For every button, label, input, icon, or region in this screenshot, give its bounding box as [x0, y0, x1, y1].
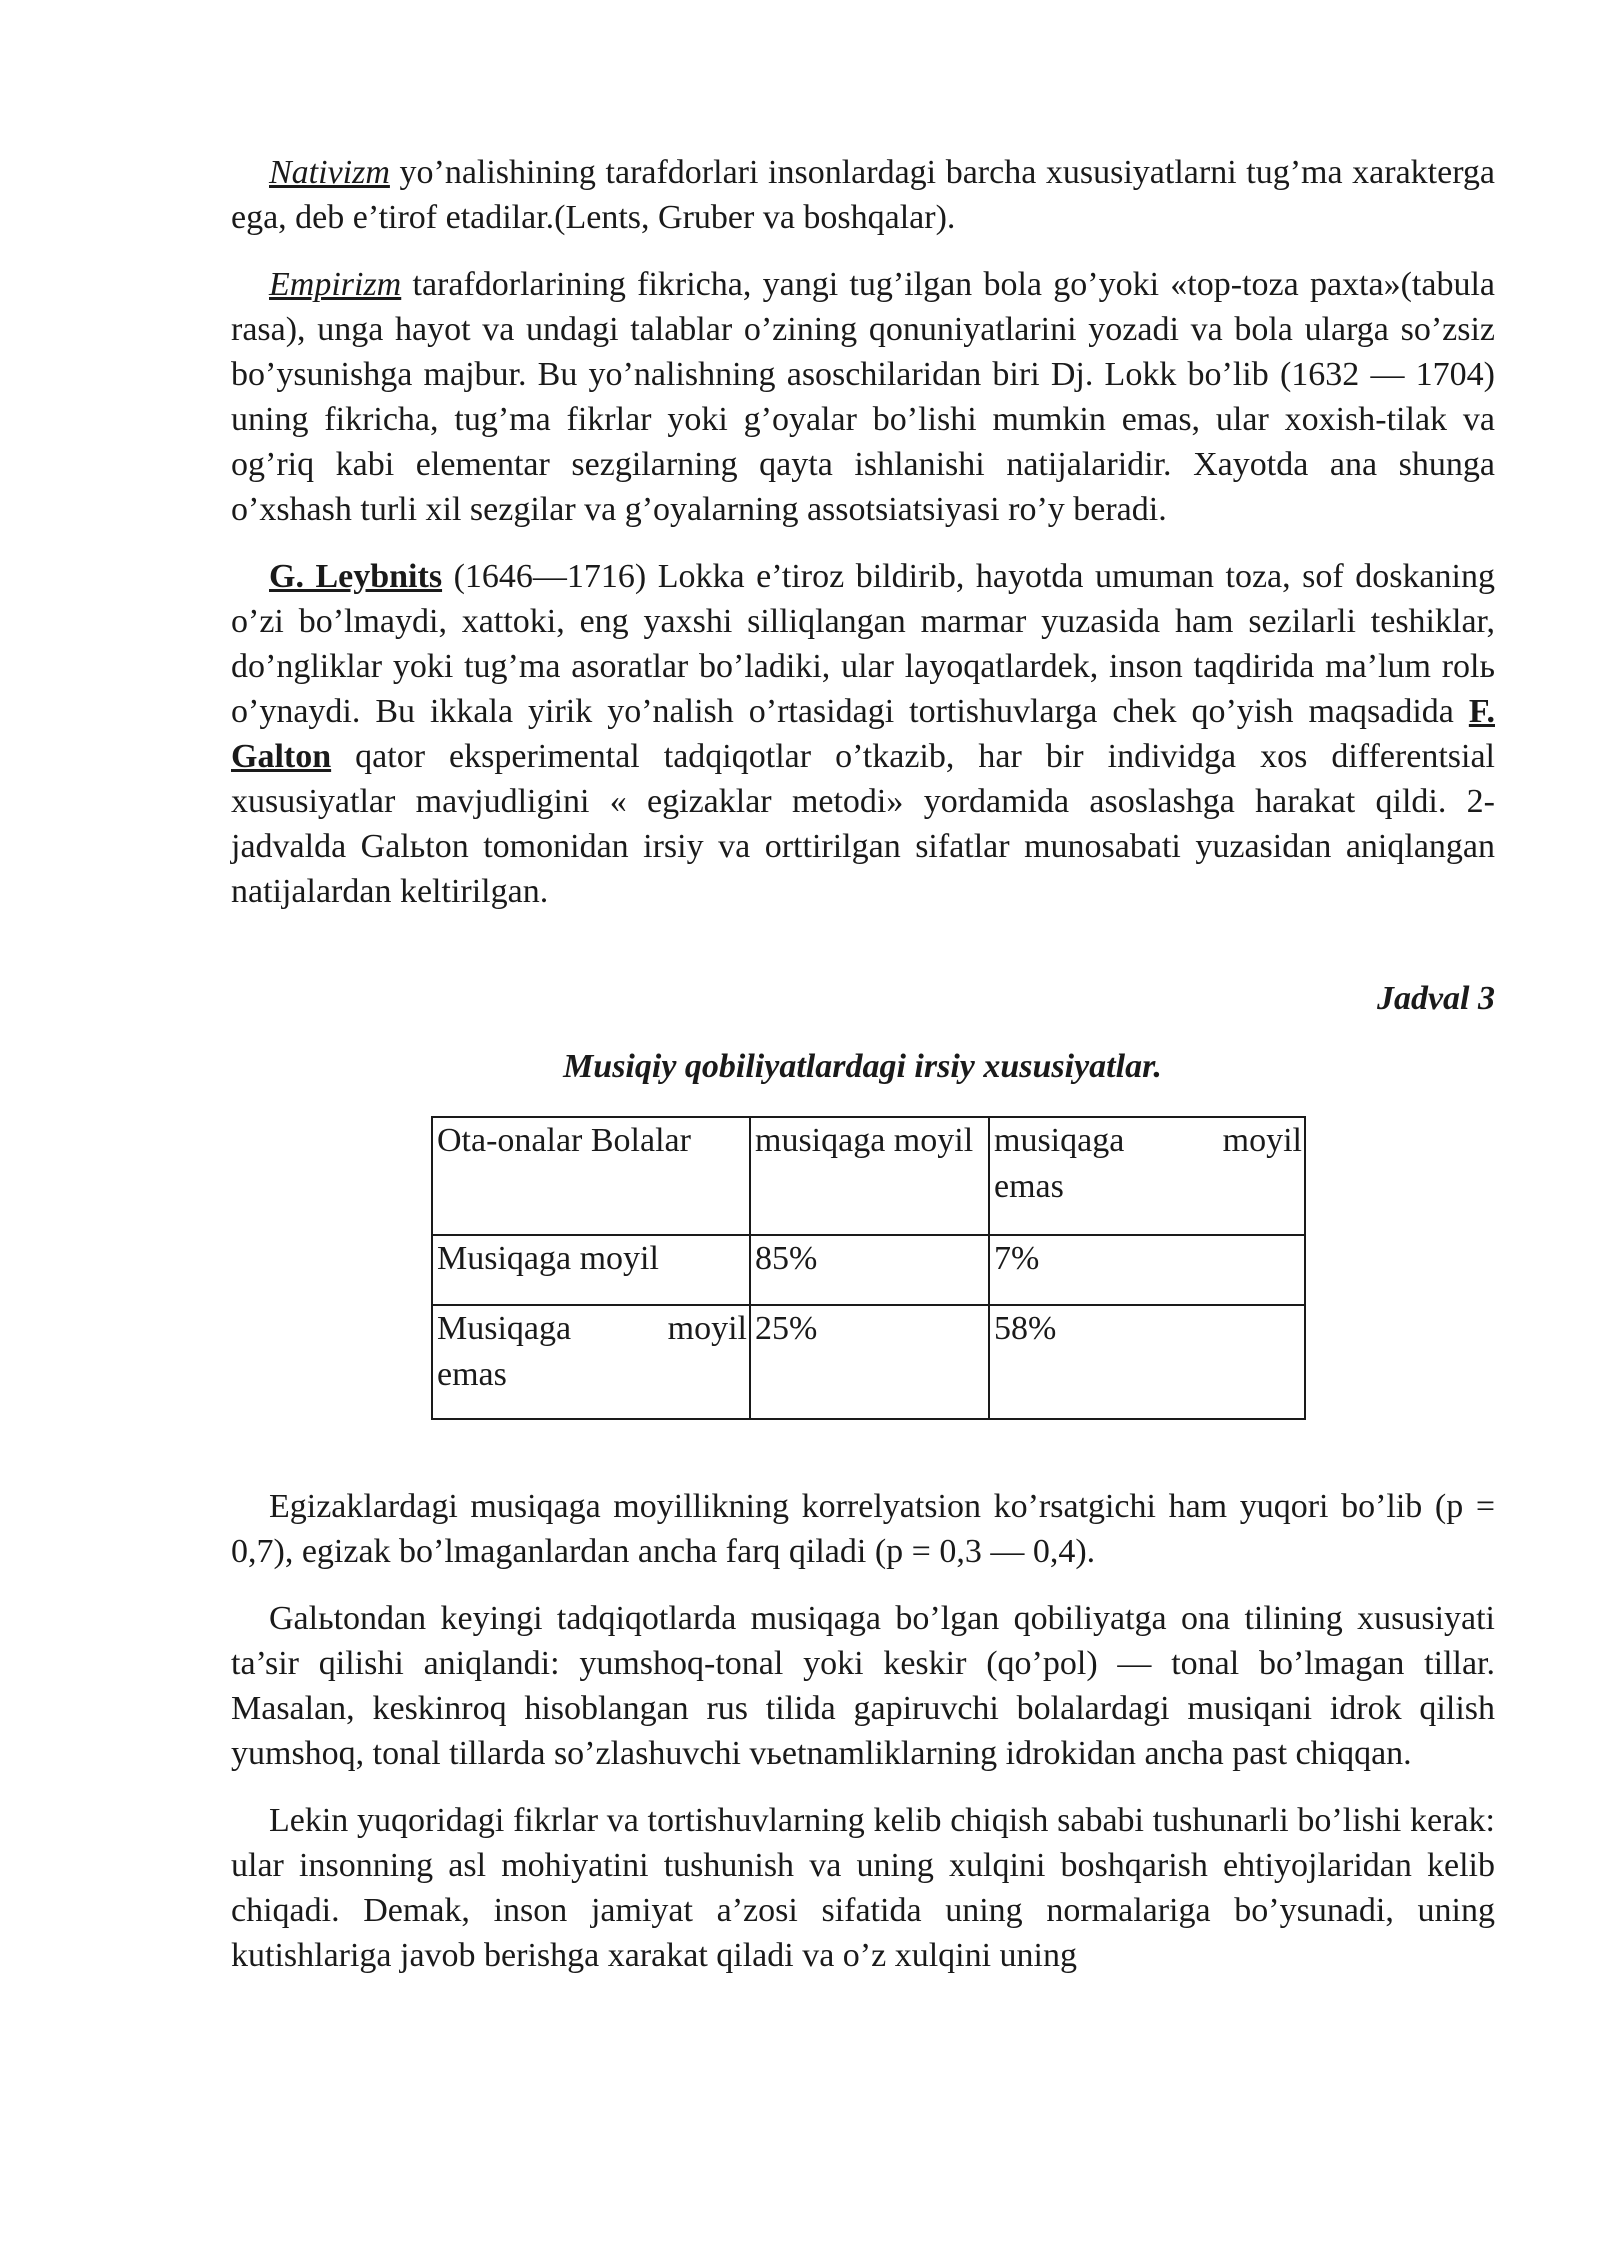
paragraph-conclusion: Lekin yuqoridagi fikrlar va tortishuvlarning kelib chiqish sababi tushunarli bo’lishi kerak: ular insonning asl mohiyatini tushunish va uning xulqini boshqarish ehtiyojlaridan kelib chiqadi. Demak, inson jamiyat a’zosi sifatida uning normalariga bo’ysunadi, uning kutishlariga javob berishga xarakat qiladi va o’z xulqini uning — [231, 1802, 1495, 1974]
term-empirizm: Empirizm — [269, 266, 402, 303]
table-row — [432, 1235, 1305, 1305]
term-nativizm: Nativizm — [269, 154, 390, 191]
paragraph-language: Galьtondan keyingi tadqiqotlarda musiqaga bo’lgan qobiliyatga ona tilining xususiyati ta’sir qilishi aniqlandi: yumshoq-tonal yoki keskir (qo’pol) — tonal bo’lmagan tillar. Masalan, keskinroq hisoblangan rus tilida gapiruvchi bolalardagi musiqani idrok qilish yumshoq, tonal tillarda so’zlashuvchi vьetnamliklarning idrokidan ancha past chiqqan. — [231, 1600, 1495, 1772]
upper-text — [231, 150, 1495, 914]
paragraph-nativizm — [231, 150, 1495, 240]
header-cell-not-inclined-line-1 — [994, 1118, 1302, 1164]
header-cell-not-inclined-word-1: musiqaga — [994, 1122, 1125, 1159]
name-leybnits: G. Leybnits — [269, 558, 443, 595]
paragraph-nativizm-text: yo’nalishining tarafdorlari insonlardagi barcha xususiyatlarni tug’ma xarakterga ega, deb e’tirof etadilar.(Lents, Gruber va boshqalar). — [231, 154, 1495, 236]
cell-inclined-not-inclined: 7% — [989, 1235, 1305, 1305]
cell-not-inclined-inclined: 25% — [750, 1305, 989, 1419]
row-label-not-inclined-word-1: Musiqaga — [437, 1310, 572, 1347]
cell-not-inclined-not-inclined: 58% — [989, 1305, 1305, 1419]
heredity-table — [431, 1116, 1306, 1420]
header-cell-parents-children: Ota-onalar Bolalar — [432, 1117, 750, 1235]
paragraph-leybnits-text-1: (1646—1716) Lokka e’tiroz bildirib, hayotda umuman toza, sof doskaning o’zi bo’lmaydi, xattoki, eng yaxshi silliqlangan marmar yuzasida ham sezilarli teshiklar, do’ngliklar yoki tug’ma asoratlar bo’ladiki, ular layoqatlardek, inson taqdirida ma’lum rolь o’ynaydi. Bu ikkala yirik yo’nalish o’rtasidagi tortishuvlarga chek qo’yish maqsadida — [231, 558, 1495, 730]
paragraph-empirizm — [231, 262, 1495, 532]
name-galton: F. Galton — [231, 693, 1495, 775]
row-label-not-inclined-line-1 — [437, 1306, 747, 1352]
header-cell-not-inclined-word-2: moyil — [1222, 1122, 1302, 1159]
row-label-inclined: Musiqaga moyil — [432, 1235, 750, 1305]
header-cell-not-inclined-word-3: emas — [994, 1168, 1064, 1205]
table-title: Musiqiy qobiliyatlardagi irsiy xususiyatlar. — [563, 1048, 1162, 1085]
header-cell-not-inclined — [989, 1117, 1305, 1235]
row-label-not-inclined-word-3: emas — [437, 1356, 507, 1393]
cell-inclined-inclined: 85% — [750, 1235, 989, 1305]
table-label: Jadval 3 — [1376, 980, 1495, 1017]
row-label-not-inclined-word-2: moyil — [667, 1310, 747, 1347]
paragraph-empirizm-text: tarafdorlarining fikricha, yangi tug’ilgan bola go’yoki «top-toza paxta»(tabula rasa), unga hayot va undagi talablar o’zining qonuniyatlarini yozadi va bola ularga so’zsiz bo’ysunishga majbur. Bu yo’nalishning asoschilaridan biri Dj. Lokk bo’lib (1632 — 1704) uning fikricha, tug’ma fikrlar yoki g’oyalar bo’lishi mumkin emas, ular xoxish-tilak va og’riq kabi elementar sezgilarning qayta ishlanishi natijalaridir. Xayotda ana shunga o’xshash turli xil sezgilar va g’oyalarning assotsiatsiyasi ro’y beradi. — [231, 266, 1495, 528]
paragraph-leybnits — [231, 554, 1495, 914]
paragraph-twins: Egizaklardagi musiqaga moyillikning korrelyatsion ko’rsatgichi ham yuqori bo’lib (p = 0,7), egizak bo’lmaganlardan ancha farq qiladi (p = 0,3 — 0,4). — [231, 1488, 1495, 1570]
paragraph-leybnits-text-2: qator eksperimental tadqiqotlar o’tkazib, har bir individga xos differentsial xususiyatlar mavjudligini « egizaklar metodi» yordamida asoslashga harakat qildi. 2-jadvalda Galьton tomonidan irsiy va orttirilgan sifatlar munosabati yuzasidan aniqlangan natijalardan keltirilgan. — [231, 738, 1495, 910]
lower-text — [231, 1484, 1495, 1978]
table-header-row — [432, 1117, 1305, 1235]
row-label-not-inclined — [432, 1305, 750, 1419]
table-row — [432, 1305, 1305, 1419]
header-cell-inclined: musiqaga moyil — [750, 1117, 989, 1235]
